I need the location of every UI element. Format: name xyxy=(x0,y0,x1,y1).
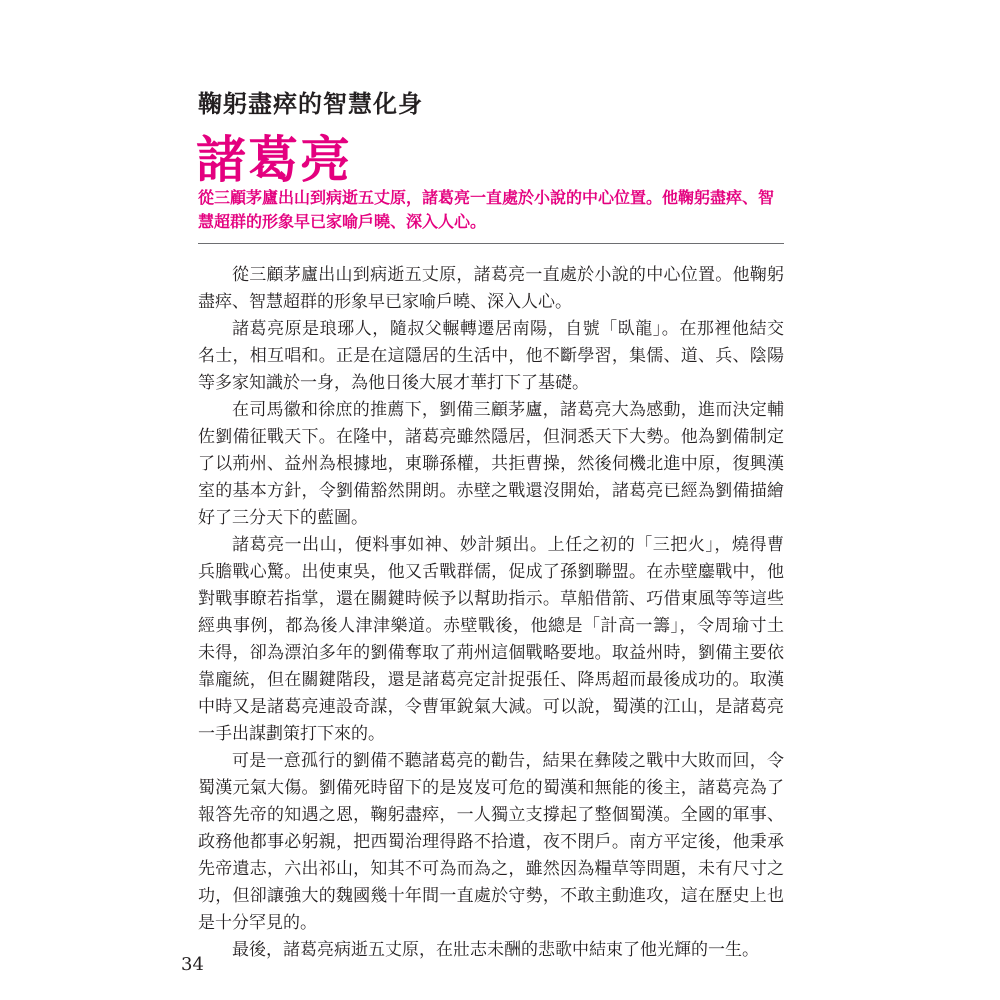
page-title: 諸葛亮 xyxy=(196,131,352,189)
article-body xyxy=(198,262,784,964)
lead-summary: 從三顧茅廬出山到病逝五丈原，諸葛亮一直處於小說的中心位置。他鞠躬盡瘁、智慧超群的形象早已家喻戶曉、深入人心。 xyxy=(198,188,775,231)
body-paragraph: 諸葛亮一出山，便料事如神、妙計頻出。上任之初的「三把火」，燒得曹兵膽戰心驚。出使東吳，他又舌戰群儒，促成了孫劉聯盟。在赤壁鏖戰中，他對戰事瞭若指掌，還在關鍵時候予以幫助指示。草船借箭、巧借東風等等這些經典事例，都為後人津津樂道。赤壁戰後，他總是「計高一籌」，令周瑜寸土未得，卻為漂泊多年的劉備奪取了荊州這個戰略要地。取益州時，劉備主要依靠龐統，但在關鍵階段，還是諸葛亮定計捉張任、降馬超而最後成功的。取漢中時又是諸葛亮連設奇謀，令曹軍銳氣大減。可以說，蜀漢的江山，是諸葛亮一手出謀劃策打下來的。 xyxy=(198,535,784,744)
divider-rule xyxy=(198,243,784,244)
chapter-kicker: 鞠躬盡瘁的智慧化身 xyxy=(198,90,423,118)
page-number: 34 xyxy=(181,954,204,975)
body-paragraph: 可是一意孤行的劉備不聽諸葛亮的勸告，結果在彝陵之戰中大敗而回，令蜀漢元氣大傷。劉備死時留下的是岌岌可危的蜀漢和無能的後主，諸葛亮為了報答先帝的知遇之恩，鞠躬盡瘁，一人獨立支撐起了整個蜀漢。全國的軍事、政務他都事必躬親，把西蜀治理得路不拾遺，夜不閉戶。南方平定後，他秉承先帝遺志，六出祁山，知其不可為而為之，雖然因為糧草等問題，未有尺寸之功，但卻讓強大的魏國幾十年間一直處於守勢，不敢主動進攻，這在歷史上也是十分罕見的。 xyxy=(198,751,784,933)
body-paragraph: 最後，諸葛亮病逝五丈原，在壯志未酬的悲歌中結束了他光輝的一生。 xyxy=(232,940,759,960)
body-paragraph: 在司馬徽和徐庶的推薦下，劉備三顧茅廬，諸葛亮大為感動，進而決定輔佐劉備征戰天下。在隆中，諸葛亮雖然隱居，但洞悉天下大勢。他為劉備制定了以荊州、益州為根據地，東聯孫權，共拒曹操，然後伺機北進中原，復興漢室的基本方針，令劉備豁然開朗。赤壁之戰還沒開始，諸葛亮已經為劉備描繪好了三分天下的藍圖。 xyxy=(198,400,784,528)
body-paragraph: 諸葛亮原是琅琊人，隨叔父輾轉遷居南陽，自號「臥龍」。在那裡他結交名士，相互唱和。正是在這隱居的生活中，他不斷學習，集儒、道、兵、陰陽等多家知識於一身，為他日後大展才華打下了基礎。 xyxy=(198,319,784,393)
body-paragraph: 從三顧茅廬出山到病逝五丈原，諸葛亮一直處於小說的中心位置。他鞠躬盡瘁、智慧超群的形象早已家喻戶曉、深入人心。 xyxy=(198,265,784,312)
